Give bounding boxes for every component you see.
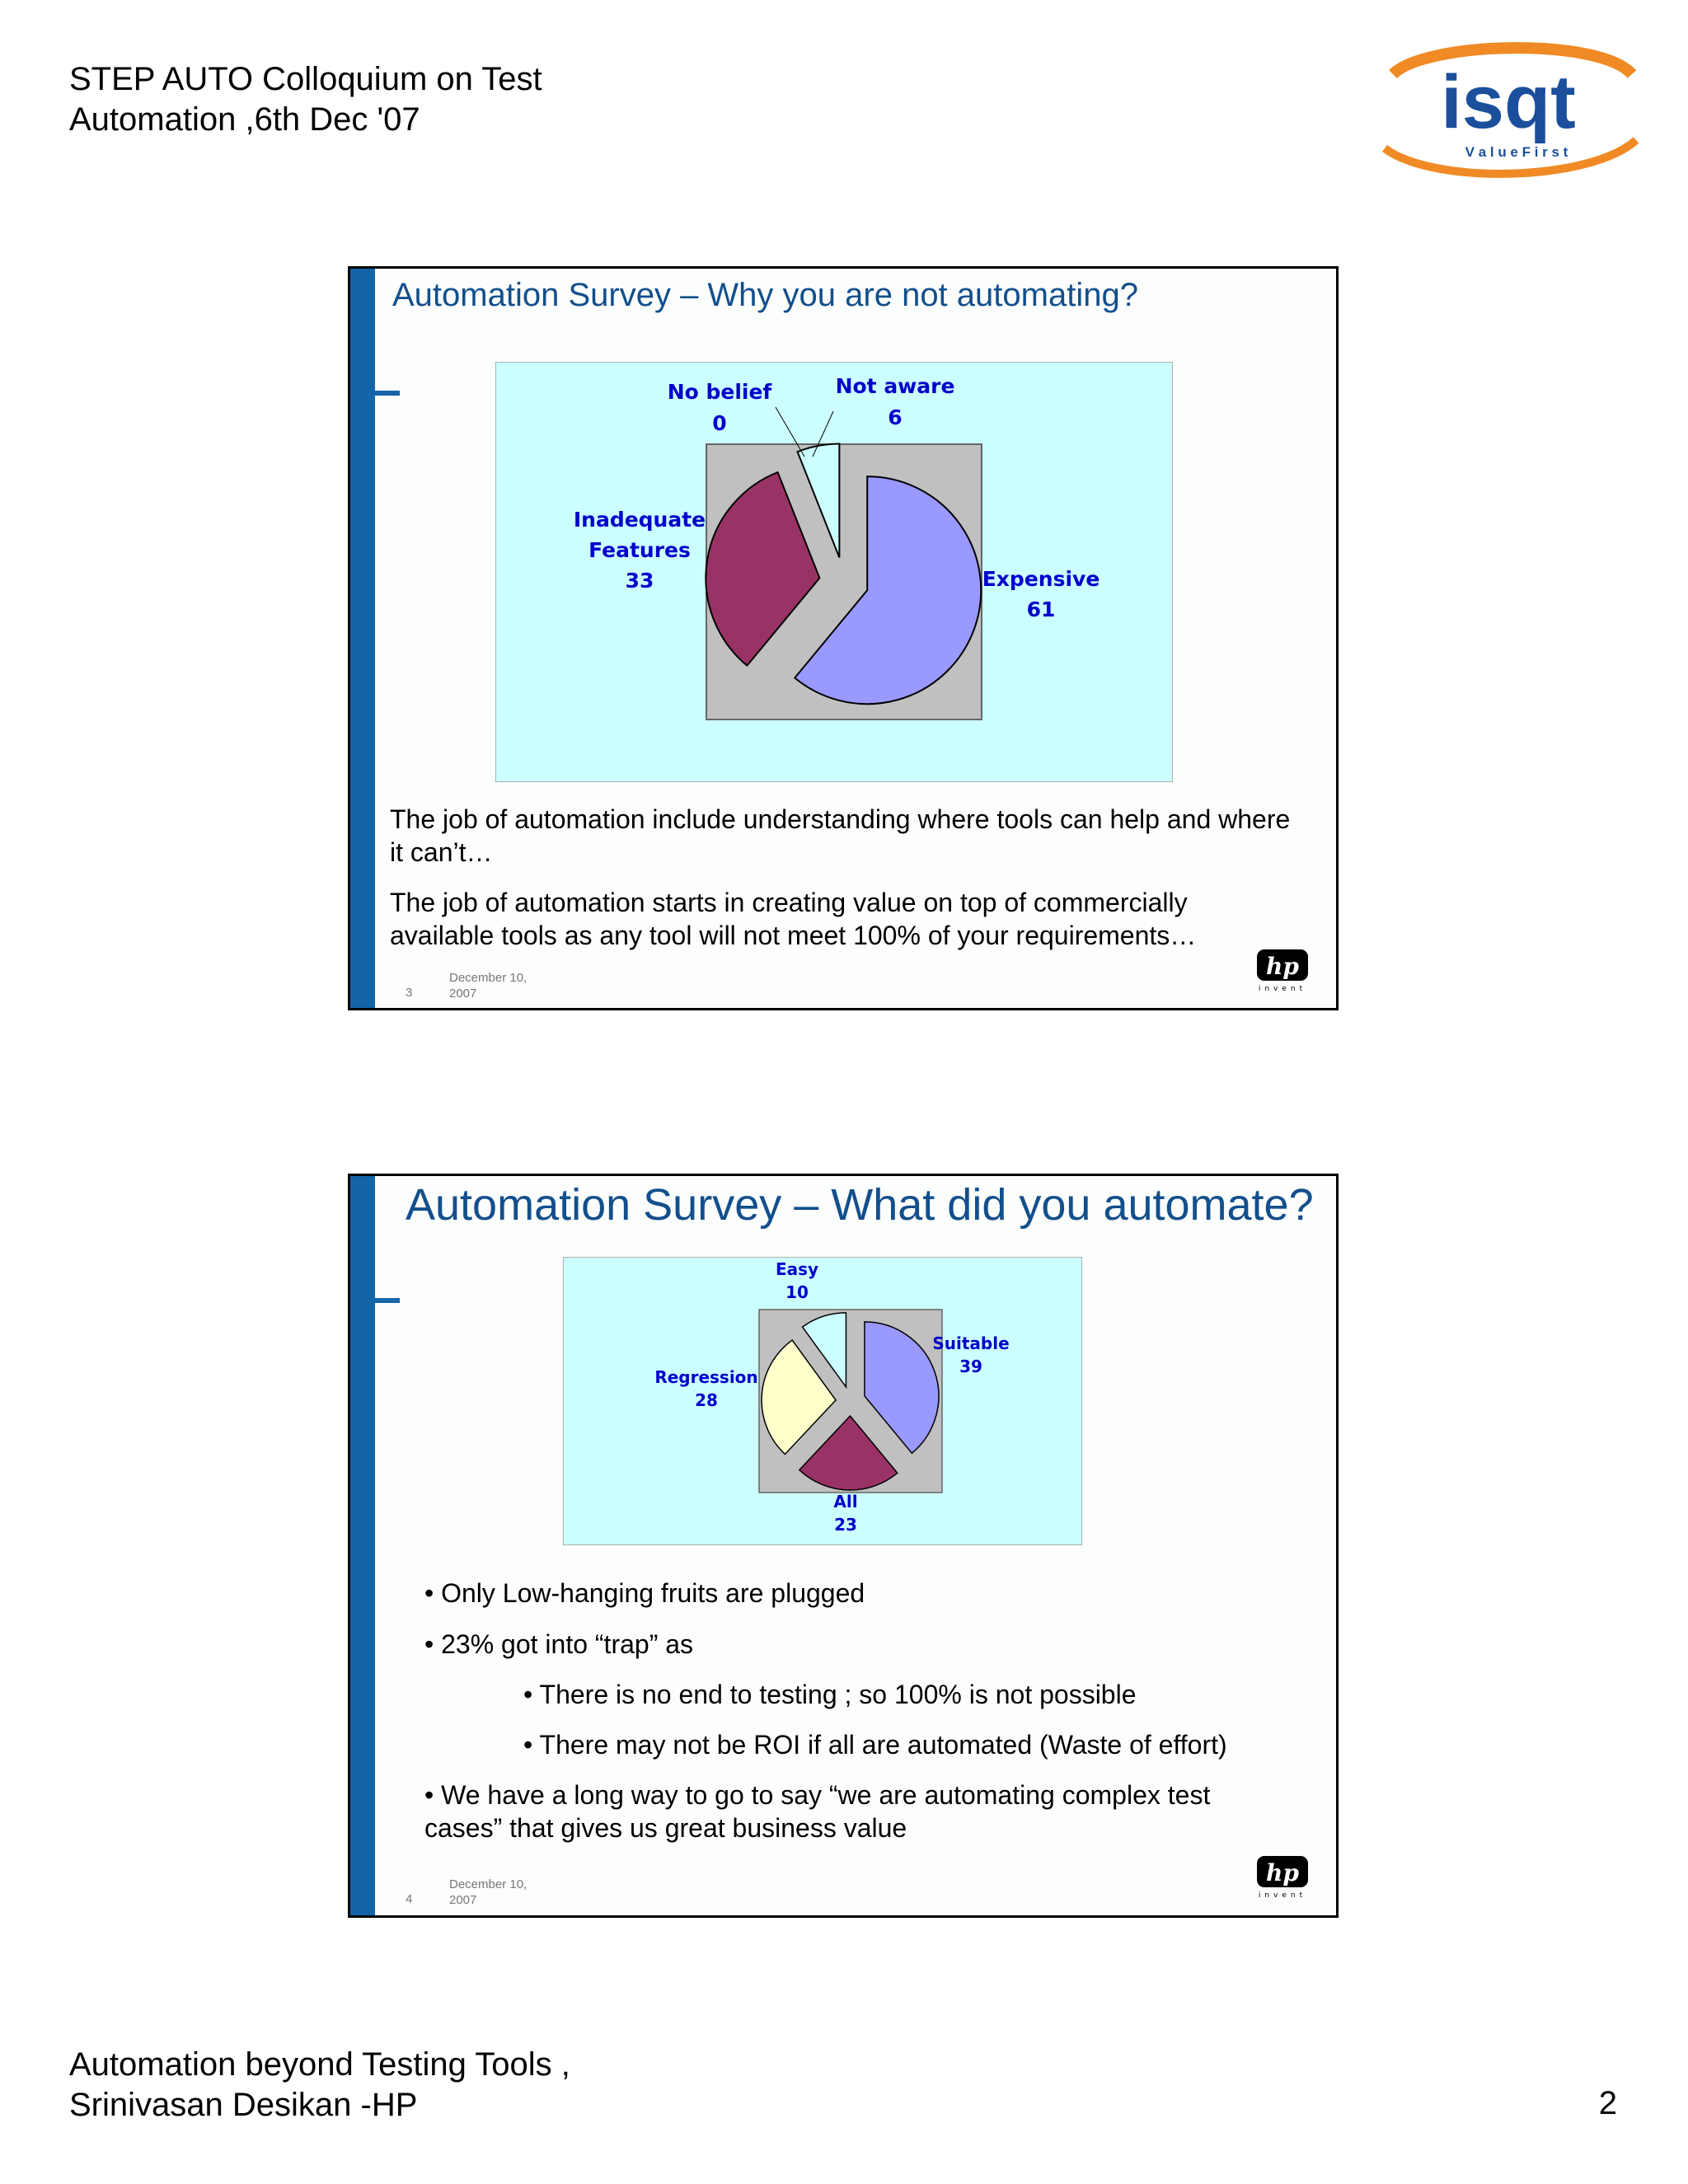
bullet-2: • 23% got into “trap” as [424,1629,694,1659]
slide-number: 3 [406,986,413,1000]
para-1-line-2: it can’t… [390,837,493,867]
label-easy-name: Easy [775,1259,819,1279]
label-all-name: All [833,1492,858,1511]
svg-text:hp: hp [1266,953,1299,980]
footer-line-2: Srinivasan Desikan -HP [69,2087,418,2123]
sub-bullet-2: • There may not be ROI if all are automated (Waste of effort) [523,1730,1227,1760]
pie-chart-what-automated [563,1257,1082,1545]
label-regression-value: 28 [695,1390,718,1410]
pie-chart-why-not [495,362,1173,782]
slide-date-line-1: December 10, [449,971,528,985]
label-regression-name: Regression [654,1367,758,1387]
label-all-value: 23 [834,1515,857,1535]
header-line-2: Automation ,6th Dec '07 [69,101,420,138]
label-easy-value: 10 [785,1282,809,1302]
label-inadequate-value: 33 [625,569,654,593]
label-inadequate-name-2: Features [588,538,691,562]
hp-invent-text: invent [1258,985,1307,993]
hp-logo [1254,1851,1313,1900]
sub-bullet-1: • There is no end to testing ; so 100% is not possible [523,1680,1137,1709]
logo-tagline: V a l u e F i r s t [1465,144,1568,160]
slide-side-notch [375,391,400,396]
footer-line-1: Automation beyond Testing Tools , [69,2046,570,2083]
slide-side-bar [350,269,375,1008]
svg-text:hp: hp [1266,1859,1299,1886]
label-suitable-value: 39 [959,1357,982,1376]
slide-date-line-2: 2007 [449,1893,477,1907]
logo-text: isqt [1441,60,1576,144]
slide-date-line-1: December 10, [449,1877,528,1891]
label-not-aware-value: 6 [888,405,903,429]
hp-logo [1254,944,1313,994]
slide-title: Automation Survey – What did you automate? [406,1180,1314,1230]
slide-4 [348,1174,1339,1918]
bullet-3-line-1: • We have a long way to go to say “we are automating complex test [424,1780,1211,1810]
slide-3 [348,266,1339,1010]
label-expensive-name: Expensive [982,567,1100,591]
label-suitable-name: Suitable [932,1333,1010,1353]
label-expensive-value: 61 [1026,598,1056,621]
label-inadequate-name-1: Inadequate [573,508,706,532]
slide-number: 4 [406,1892,413,1906]
header-line-1: STEP AUTO Colloquium on Test [69,61,542,97]
label-not-aware-name: Not aware [835,374,955,398]
para-1-line-1: The job of automation include understanding where tools can help and where [390,804,1291,834]
page-number: 2 [1598,2085,1617,2121]
hp-invent-text: invent [1258,1891,1307,1900]
bullet-3-line-2: cases” that gives us great business value [424,1813,907,1843]
para-2-line-1: The job of automation starts in creating value on top of commercially [390,888,1188,917]
slide-side-bar [350,1176,375,1915]
label-no-belief-value: 0 [712,411,727,435]
isqt-logo [1368,41,1648,181]
slide-date-line-2: 2007 [449,987,477,1001]
bullet-1: • Only Low-hanging fruits are plugged [424,1578,865,1608]
label-no-belief-name: No belief [667,380,772,404]
slide-title: Automation Survey – Why you are not automating? [392,277,1138,313]
para-2-line-2: available tools as any tool will not meet 100% of your requirements… [390,921,1197,950]
slide-side-notch [375,1298,400,1303]
